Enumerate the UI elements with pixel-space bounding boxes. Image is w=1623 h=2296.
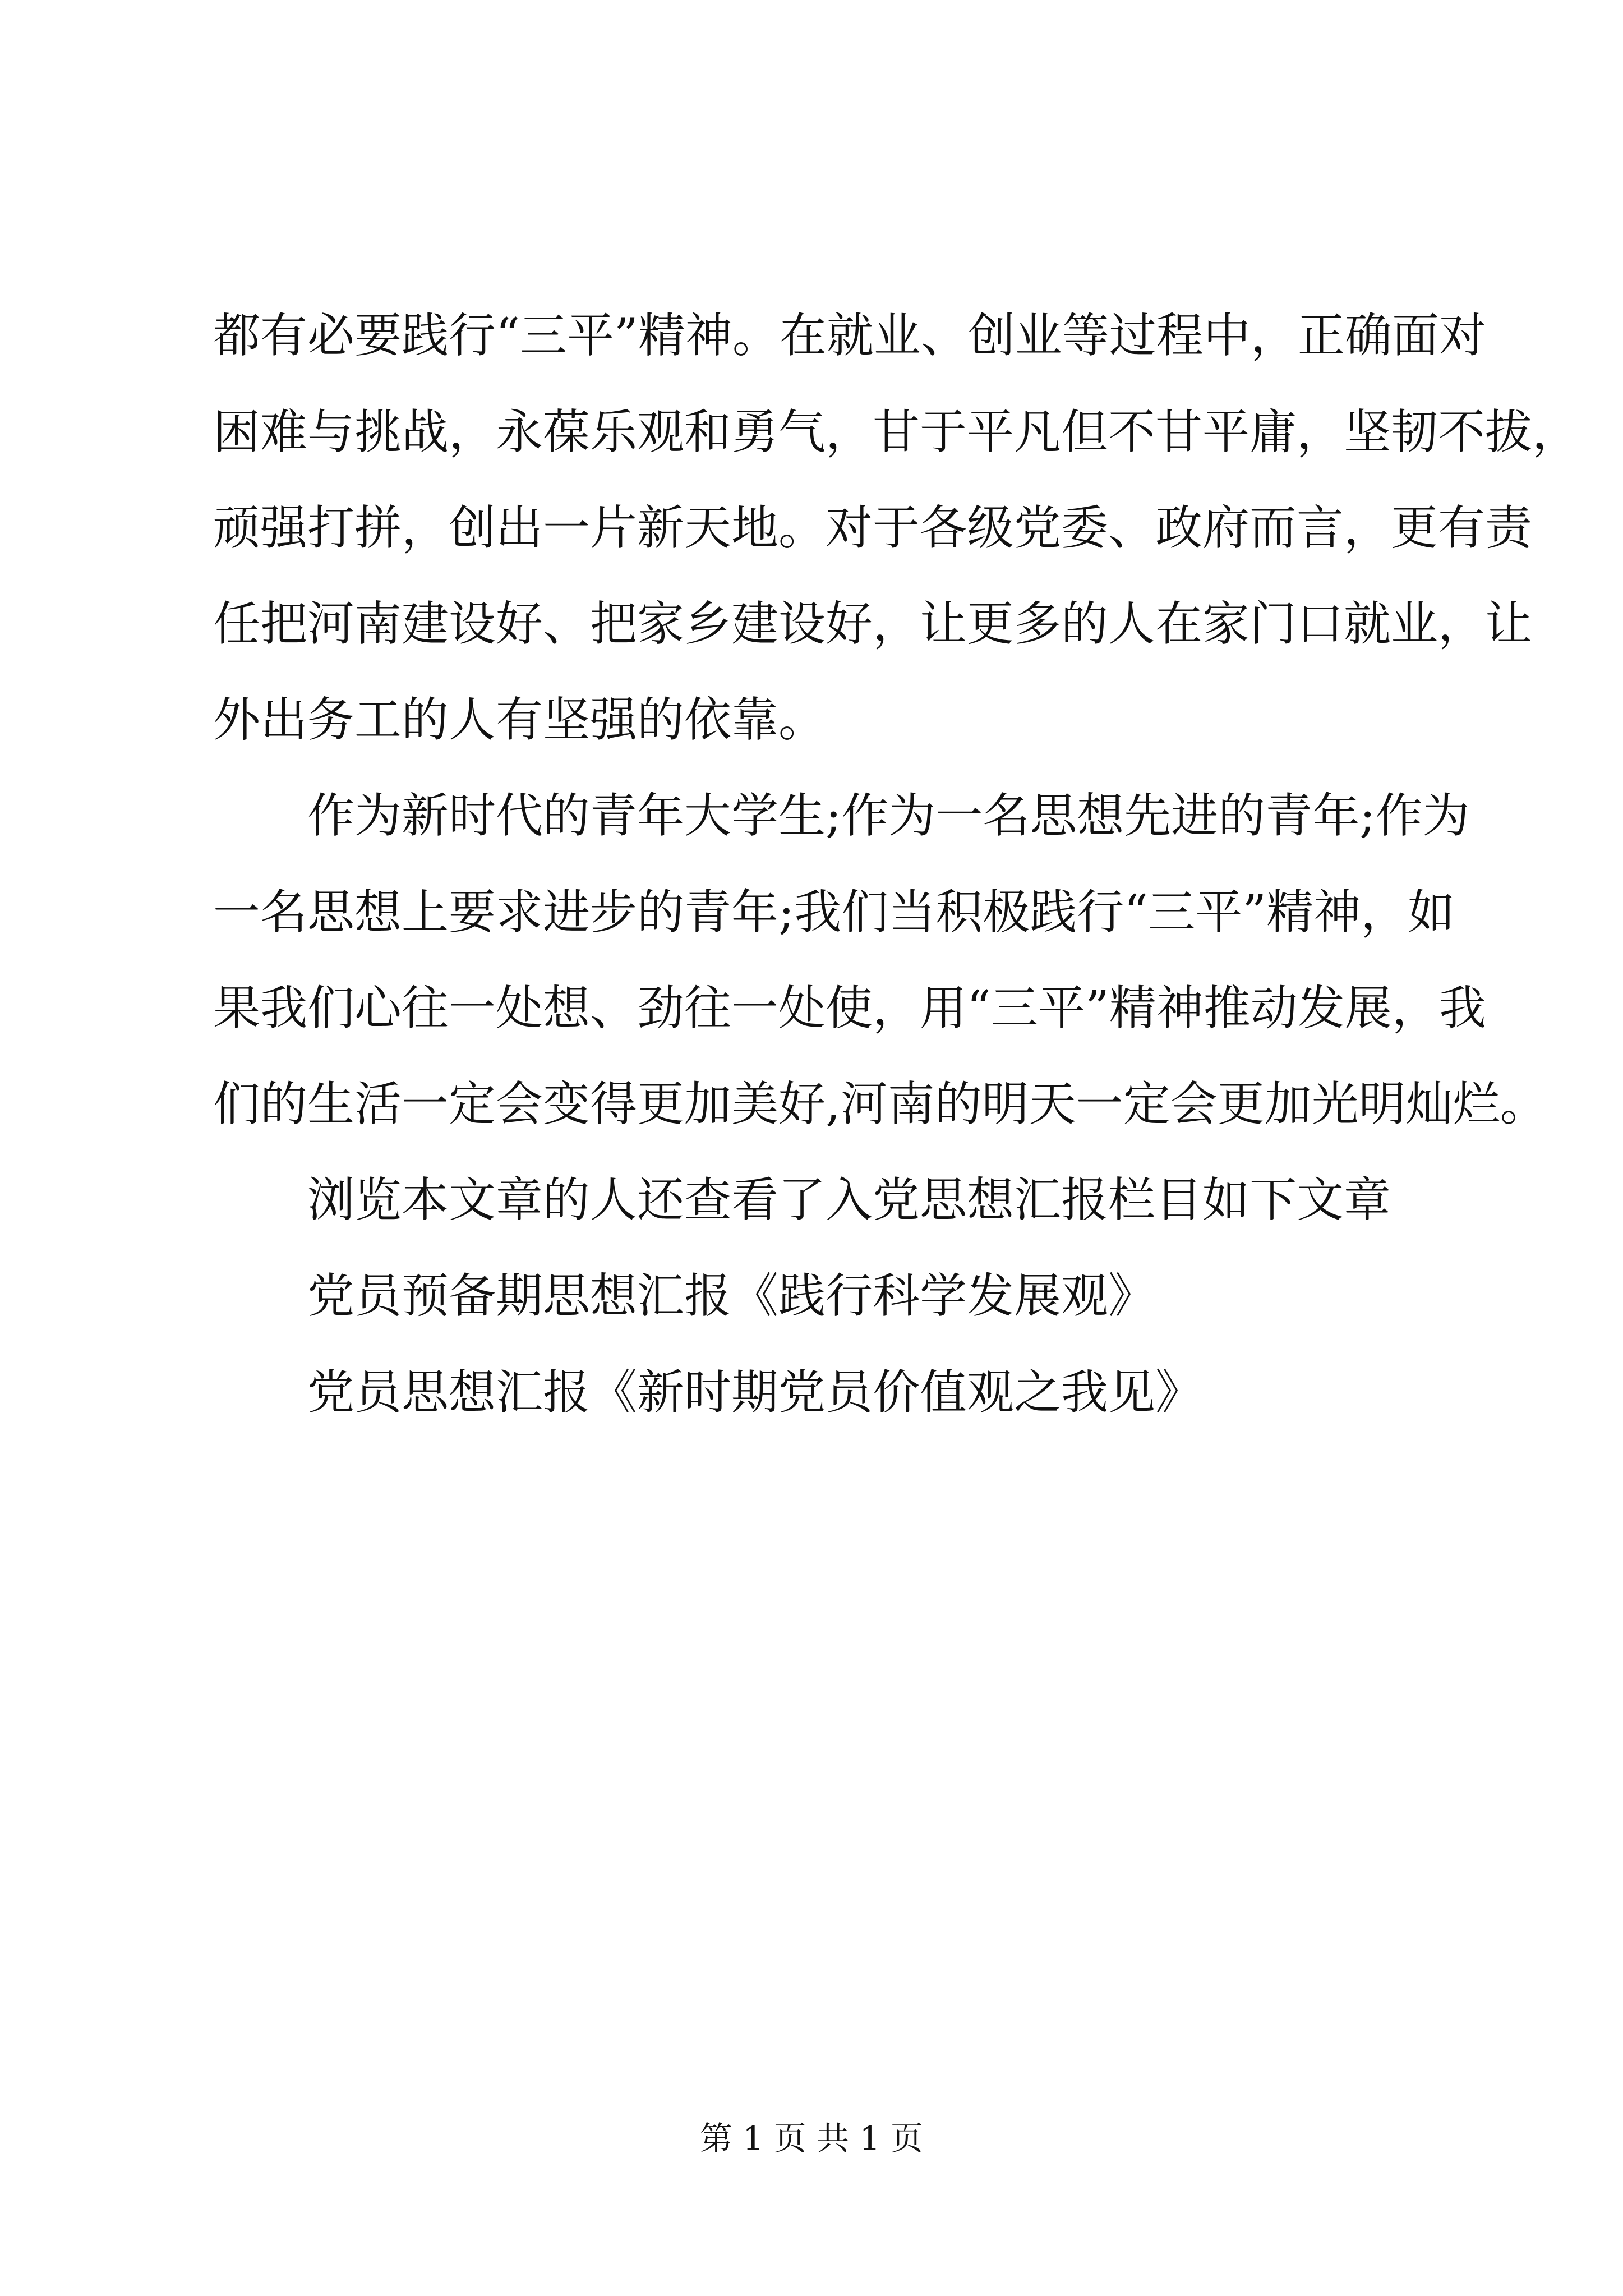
- page-number-footer: 第 1 页 共 1 页: [700, 2119, 923, 2157]
- paragraph-2-line-1: 作为新时代的青年大学生;作为一名思想先进的青年;作为: [307, 788, 1470, 843]
- paragraph-2-line-3: 果我们心往一处想、劲往一处使，用“三平”精神推动发展，我: [213, 981, 1486, 1036]
- paragraph-2-line-2: 一名思想上要求进步的青年;我们当积极践行“三平”精神，如: [213, 885, 1455, 940]
- paragraph-2-line-4: 们的生活一定会变得更加美好,河南的明天一定会更加光明灿烂。: [213, 1076, 1547, 1131]
- paragraph-1-line-3: 顽强打拼，创出一片新天地。对于各级党委、政府而言，更有责: [213, 500, 1533, 555]
- paragraph-1-line-1: 都有必要践行“三平”精神。在就业、创业等过程中，正确面对: [213, 308, 1486, 363]
- related-article-link-2[interactable]: 党员思想汇报《新时期党员价值观之我见》: [307, 1365, 1203, 1420]
- related-article-link-1[interactable]: 党员预备期思想汇报《践行科学发展观》: [307, 1268, 1156, 1323]
- paragraph-1-line-2: 困难与挑战，永葆乐观和勇气，甘于平凡但不甘平庸，坚韧不拔，: [213, 404, 1580, 459]
- paragraph-1-line-5: 外出务工的人有坚强的依靠。: [213, 692, 826, 747]
- related-articles-intro: 浏览本文章的人还查看了入党思想汇报栏目如下文章: [307, 1172, 1391, 1227]
- paragraph-1-line-4: 任把河南建设好、把家乡建设好，让更多的人在家门口就业，让: [213, 596, 1533, 651]
